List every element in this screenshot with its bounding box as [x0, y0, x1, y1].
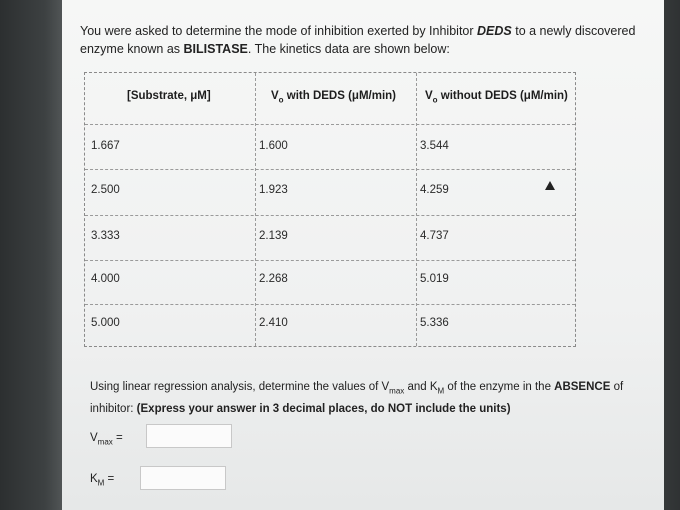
header-substrate: [Substrate, μM]	[127, 90, 211, 102]
absence-emphasis: ABSENCE	[554, 381, 611, 393]
intro-text: You were asked to determine the mode of inhibition exerted by Inhibitor	[80, 24, 478, 38]
problem-intro	[80, 22, 640, 58]
km-input[interactable]	[140, 466, 226, 490]
cell-vo-with: 2.268	[259, 273, 288, 285]
km-label: $K_M$ =	[90, 473, 115, 488]
cell-substrate: 5.000	[91, 317, 120, 329]
cell-vo-without: 4.737	[420, 230, 449, 242]
header-vo-with-deds: $V_o$ with DEDS (μM/min)	[271, 90, 397, 105]
cell-vo-with: 2.410	[259, 317, 288, 329]
cell-vo-with: 2.139	[259, 230, 288, 242]
table-row	[85, 305, 575, 346]
cell-vo-with: 1.923	[259, 184, 288, 196]
inhibitor-name: DEDS	[477, 24, 512, 38]
table-row	[85, 125, 575, 170]
table-row	[85, 216, 575, 261]
answer-instruction: (Express your answer in 3 decimal places, do NOT include the units)	[136, 403, 511, 416]
cell-substrate: 4.000	[91, 273, 120, 285]
cell-substrate: 2.500	[91, 184, 120, 196]
enzyme-name: BILISTASE	[183, 42, 248, 56]
mouse-cursor-icon	[545, 181, 555, 190]
vmax-input[interactable]	[146, 424, 232, 448]
kinetics-table	[84, 72, 576, 347]
vmax-label: $V_{max}$ =	[90, 432, 123, 447]
table-row	[85, 170, 575, 216]
header-vo-without-deds: $V_o$ without DEDS (μM/min)	[425, 90, 568, 105]
table-header-row	[85, 73, 575, 125]
cell-vo-without: 5.019	[420, 273, 449, 285]
intro-text: to a newly discovered enzyme known as	[80, 24, 636, 56]
cell-substrate: 3.333	[91, 230, 120, 242]
question-text: Using linear regression analysis, determine the values of $V_{max}$ and $K_M$ of the enzyme in the ABSENCE of inhibitor: (Express your answer in 3 decimal places, do NOT include the units)	[90, 381, 624, 416]
cell-substrate: 1.667	[91, 140, 120, 152]
cell-vo-without: 3.544	[420, 140, 449, 152]
cell-vo-without: 4.259	[420, 184, 449, 196]
table-row	[85, 261, 575, 305]
intro-text: . The kinetics data are shown below:	[247, 42, 450, 56]
cell-vo-without: 5.336	[420, 317, 449, 329]
cell-vo-with: 1.600	[259, 140, 288, 152]
